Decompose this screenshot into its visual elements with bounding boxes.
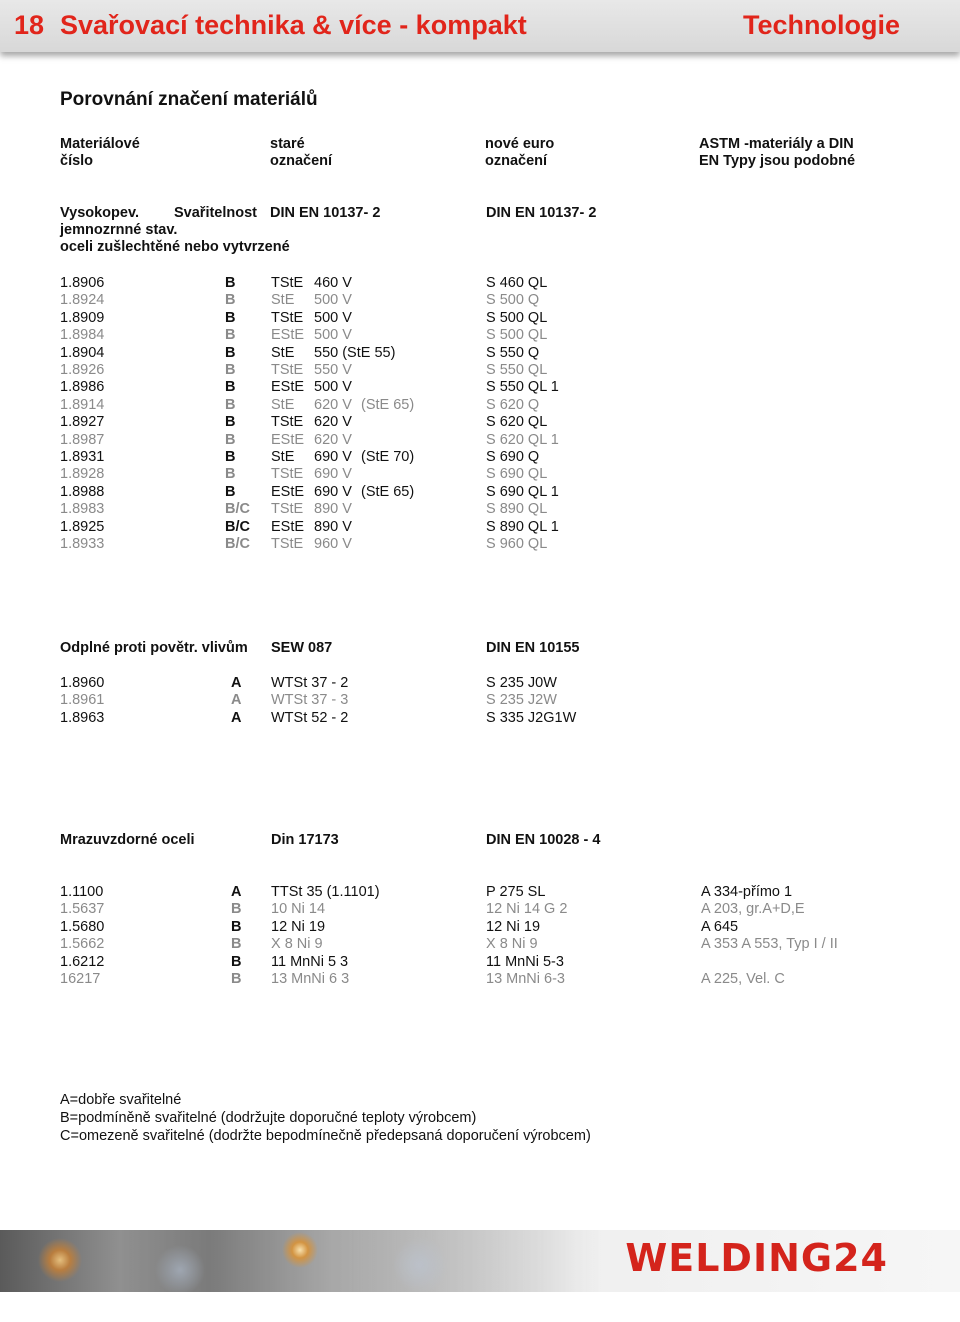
euro-designation: 13 MnNi 6-3 xyxy=(486,971,565,987)
material-number: 1.1100 xyxy=(60,884,104,900)
old-grade-value: 890 V xyxy=(314,519,352,535)
euro-designation: S 235 J2W xyxy=(486,692,557,708)
material-number: 1.5637 xyxy=(60,901,105,917)
weldability-class: B xyxy=(225,397,236,413)
material-number: 1.8961 xyxy=(60,692,105,708)
old-grade: StE xyxy=(271,345,295,361)
page-title: Porovnání značení materiálů xyxy=(60,89,318,110)
old-grade: EStE xyxy=(271,432,305,448)
col-header-material-number-2: číslo xyxy=(60,153,94,169)
old-grade-note: (StE 65) xyxy=(361,484,415,500)
old-grade: EStE xyxy=(271,327,305,343)
weldability-class: B xyxy=(225,275,236,291)
old-grade-value: 690 V xyxy=(314,484,352,500)
old-grade-value: 960 V xyxy=(314,536,352,552)
weldability-class: A xyxy=(231,884,242,900)
old-grade-value: 620 V xyxy=(314,414,352,430)
weldability-class: A xyxy=(231,710,242,726)
old-designation: 12 Ni 19 xyxy=(271,919,326,935)
weldability-class: B xyxy=(225,414,236,430)
euro-designation: S 890 QL xyxy=(486,501,548,517)
euro-designation: 12 Ni 14 G 2 xyxy=(486,901,568,917)
section1-subheading-1: jemnozrnné stav. xyxy=(60,222,178,238)
material-number: 1.8963 xyxy=(60,710,105,726)
weldability-class: B xyxy=(225,327,236,343)
material-number: 1.8988 xyxy=(60,484,105,500)
euro-designation: S 960 QL xyxy=(486,536,548,552)
material-number: 1.8904 xyxy=(60,345,105,361)
weldability-class: A xyxy=(231,692,242,708)
old-grade: TStE xyxy=(271,466,304,482)
weldability-class: B/C xyxy=(225,501,250,517)
old-grade: EStE xyxy=(271,484,305,500)
weldability-class: B xyxy=(225,466,236,482)
section1-heading: Vysokopev. xyxy=(60,205,139,221)
section1-subheading-2: oceli zušlechtěné nebo vytvrzené xyxy=(60,239,290,255)
euro-designation: S 550 Q xyxy=(486,345,540,361)
old-grade: TStE xyxy=(271,362,304,378)
header-category: Technologie xyxy=(742,10,900,40)
astm-designation: A 203, gr.A+D,E xyxy=(701,901,805,917)
col-header-astm-2: EN Typy jsou podobné xyxy=(699,153,856,169)
weldability-class: B xyxy=(225,432,236,448)
material-number: 1.8914 xyxy=(60,397,105,413)
material-number: 1.8983 xyxy=(60,501,105,517)
material-number: 1.8906 xyxy=(60,275,105,291)
material-number: 1.8933 xyxy=(60,536,105,552)
legend-c: C=omezeně svařitelné (dodržte bepodmínečně předepsaná doporučení výrobcem) xyxy=(60,1128,591,1144)
weldability-class: A xyxy=(231,675,242,691)
old-grade-note: (StE 70) xyxy=(361,449,415,465)
weldability-class: B xyxy=(225,310,236,326)
euro-designation: S 620 Q xyxy=(486,397,540,413)
old-designation: TTSt 35 (1.1101) xyxy=(271,884,380,900)
old-grade-value: 890 V xyxy=(314,501,352,517)
section2-new-standard: DIN EN 10155 xyxy=(486,640,580,656)
weldability-class: B xyxy=(231,901,242,917)
old-grade: TStE xyxy=(271,536,304,552)
old-designation: WTSt 37 - 3 xyxy=(271,692,349,708)
weldability-class: B xyxy=(231,936,242,952)
col-header-old-designation-2: označení xyxy=(270,153,333,169)
astm-designation: A 334-přímo 1 xyxy=(701,884,793,900)
old-grade: TStE xyxy=(271,310,304,326)
weldability-class: B xyxy=(225,449,236,465)
section2-old-standard: SEW 087 xyxy=(271,640,333,656)
old-grade-value: 690 V xyxy=(314,449,352,465)
old-grade-value: 550 (StE 55) xyxy=(314,345,396,361)
old-grade-note: (StE 65) xyxy=(361,397,415,413)
section3-old-standard: Din 17173 xyxy=(271,832,339,848)
old-designation: WTSt 52 - 2 xyxy=(271,710,349,726)
material-number: 1.8984 xyxy=(60,327,105,343)
page-number: 18 xyxy=(14,10,45,40)
material-number: 1.8960 xyxy=(60,675,105,691)
col-header-astm-1: ASTM -materiály a DIN xyxy=(699,136,854,152)
material-number: 1.8909 xyxy=(60,310,105,326)
euro-designation: S 690 QL xyxy=(486,466,548,482)
old-grade-value: 500 V xyxy=(314,327,352,343)
col-header-new-euro-1: nové euro xyxy=(485,136,555,152)
weldability-class: B xyxy=(225,379,236,395)
euro-designation: 11 MnNi 5-3 xyxy=(486,954,564,970)
material-number: 1.8928 xyxy=(60,466,105,482)
old-grade: EStE xyxy=(271,519,305,535)
old-grade-value: 460 V xyxy=(314,275,352,291)
euro-designation: S 620 QL 1 xyxy=(486,432,559,448)
old-grade-value: 500 V xyxy=(314,310,352,326)
old-designation: WTSt 37 - 2 xyxy=(271,675,349,691)
weldability-class: B xyxy=(225,362,236,378)
euro-designation: S 500 QL xyxy=(486,310,548,326)
weldability-class: B xyxy=(225,292,236,308)
col-header-new-euro-2: označení xyxy=(485,153,548,169)
euro-designation: S 890 QL 1 xyxy=(486,519,559,535)
section1-new-standard: DIN EN 10137- 2 xyxy=(486,205,597,221)
old-grade: EStE xyxy=(271,379,305,395)
old-grade-value: 500 V xyxy=(314,292,352,308)
weldability-class: B xyxy=(231,954,242,970)
old-grade-value: 620 V xyxy=(314,432,352,448)
material-number: 1.8926 xyxy=(60,362,105,378)
old-grade: StE xyxy=(271,397,295,413)
euro-designation: P 275 SL xyxy=(486,884,546,900)
weldability-class: B xyxy=(231,919,242,935)
material-number: 1.8987 xyxy=(60,432,105,448)
section3-heading: Mrazuvzdorné oceli xyxy=(60,832,195,848)
section1-old-standard: DIN EN 10137- 2 xyxy=(270,205,381,221)
material-number: 1.5662 xyxy=(60,936,105,952)
old-designation: 10 Ni 14 xyxy=(271,901,326,917)
material-number: 1.8924 xyxy=(60,292,105,308)
weldability-class: B xyxy=(225,484,236,500)
header-title: Svařovací technika & více - kompakt xyxy=(60,10,527,40)
old-grade: TStE xyxy=(271,414,304,430)
weldability-class: B/C xyxy=(225,519,250,535)
legend-a: A=dobře svařitelné xyxy=(60,1092,182,1108)
old-grade-value: 690 V xyxy=(314,466,352,482)
material-number: 1.8931 xyxy=(60,449,105,465)
legend-b: B=podmíněně svařitelné (dodržujte doporučné teploty výrobcem) xyxy=(60,1110,477,1126)
material-number: 1.5680 xyxy=(60,919,105,935)
old-grade: TStE xyxy=(271,501,304,517)
euro-designation: X 8 Ni 9 xyxy=(486,936,538,952)
section3-new-standard: DIN EN 10028 - 4 xyxy=(486,832,601,848)
euro-designation: S 500 QL xyxy=(486,327,548,343)
col-header-old-designation-1: staré xyxy=(270,136,305,152)
old-grade: TStE xyxy=(271,275,304,291)
old-designation: 11 MnNi 5 3 xyxy=(271,954,349,970)
old-grade: StE xyxy=(271,292,295,308)
weldability-class: B xyxy=(231,971,242,987)
old-grade-value: 620 V xyxy=(314,397,352,413)
material-number: 1.8927 xyxy=(60,414,105,430)
material-number: 1.8925 xyxy=(60,519,105,535)
material-number: 1.8986 xyxy=(60,379,105,395)
old-designation: 13 MnNi 6 3 xyxy=(271,971,350,987)
euro-designation: S 690 Q xyxy=(486,449,540,465)
euro-designation: S 335 J2G1W xyxy=(486,710,577,726)
astm-designation: A 225, Vel. C xyxy=(701,971,785,987)
welding24-logo: WELDING24 xyxy=(625,1236,888,1280)
footer-photo-collage xyxy=(0,1230,600,1292)
euro-designation: S 500 Q xyxy=(486,292,540,308)
section1-weldability-heading: Svařitelnost xyxy=(174,205,257,221)
old-grade: StE xyxy=(271,449,295,465)
euro-designation: S 550 QL 1 xyxy=(486,379,559,395)
section2-heading: Odplné proti povětr. vlivům xyxy=(60,640,248,656)
old-grade-value: 550 V xyxy=(314,362,352,378)
col-header-material-number-1: Materiálové xyxy=(60,136,140,152)
euro-designation: S 620 QL xyxy=(486,414,548,430)
euro-designation: S 550 QL xyxy=(486,362,548,378)
weldability-class: B xyxy=(225,345,236,361)
astm-designation: A 353 A 553, Typ I / II xyxy=(701,936,838,952)
material-number: 16217 xyxy=(60,971,101,987)
old-grade-value: 500 V xyxy=(314,379,352,395)
euro-designation: S 235 J0W xyxy=(486,675,557,691)
astm-designation: A 645 xyxy=(701,919,739,935)
material-number: 1.6212 xyxy=(60,954,105,970)
old-designation: X 8 Ni 9 xyxy=(271,936,323,952)
euro-designation: S 690 QL 1 xyxy=(486,484,559,500)
euro-designation: S 460 QL xyxy=(486,275,548,291)
weldability-class: B/C xyxy=(225,536,250,552)
euro-designation: 12 Ni 19 xyxy=(486,919,541,935)
